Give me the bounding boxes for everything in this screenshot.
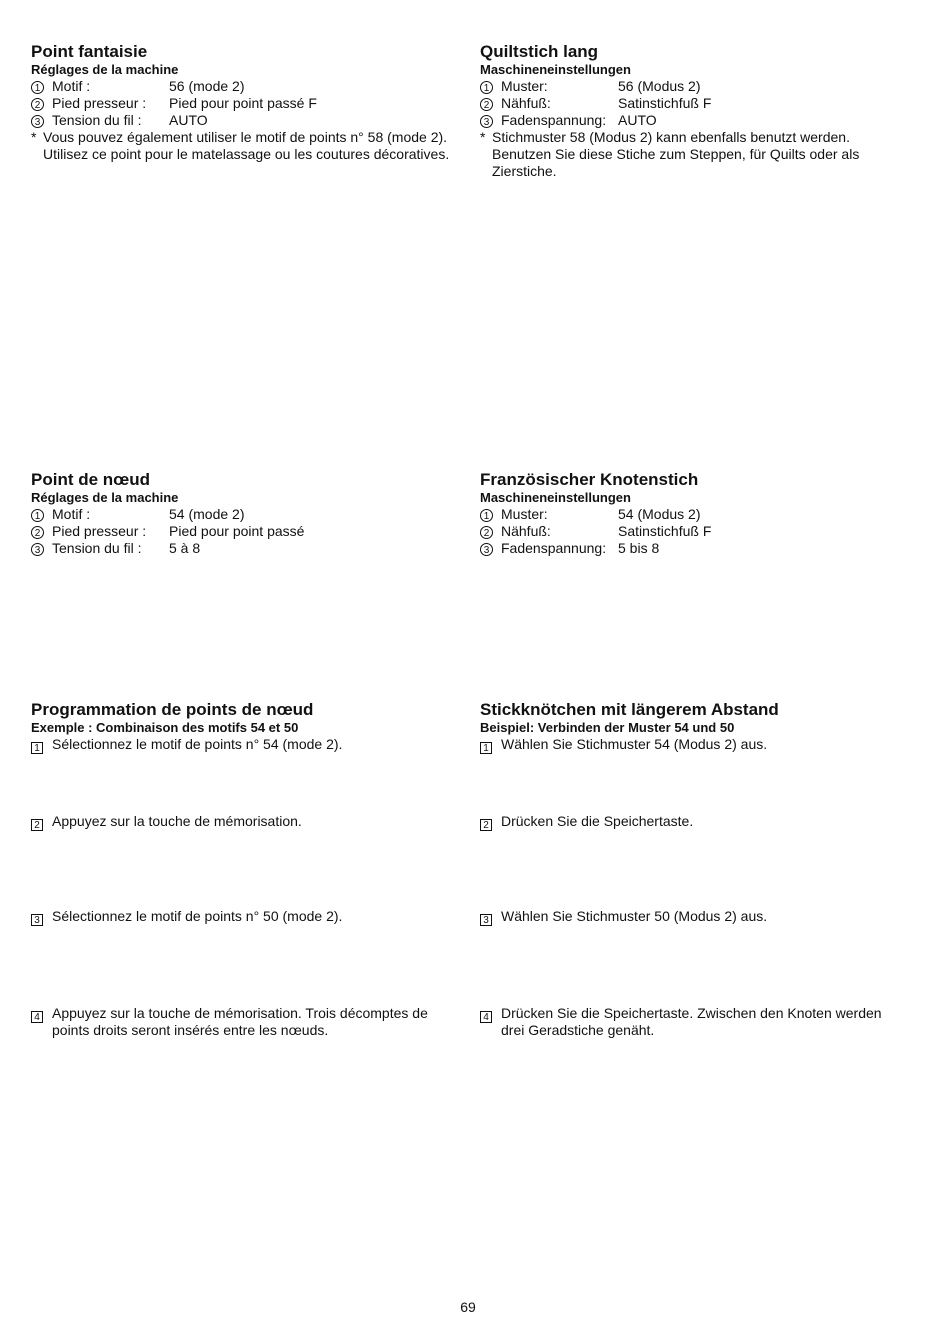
setting-label: Fadenspannung: bbox=[501, 112, 607, 128]
note-marker: * bbox=[31, 129, 37, 145]
section-title: Point fantaisie bbox=[31, 42, 148, 61]
setting-value: 56 (Modus 2) bbox=[618, 78, 701, 94]
step-number-3: 3 bbox=[31, 115, 44, 128]
setting-value: AUTO bbox=[618, 112, 657, 128]
step-text: Wählen Sie Stichmuster 50 (Modus 2) aus. bbox=[501, 908, 768, 924]
step-number-2: 2 bbox=[480, 98, 493, 111]
section-subtitle: Réglages de la machine bbox=[31, 62, 179, 77]
section-title: Programmation de points de nœud bbox=[31, 700, 314, 719]
setting-value: Pied pour point passé F bbox=[169, 95, 317, 111]
step-item bbox=[480, 1005, 900, 1039]
step-number-box: 1 bbox=[31, 742, 43, 754]
step-number-3: 3 bbox=[31, 543, 44, 556]
setting-label: Tension du fil : bbox=[52, 112, 142, 128]
step-item bbox=[480, 736, 900, 755]
note-marker: * bbox=[480, 129, 486, 145]
setting-label: Pied presseur : bbox=[52, 95, 147, 111]
note-text: Stichmuster 58 (Modus 2) kann ebenfalls benutzt werden. Benutzen Sie diese Stiche zum Steppen, für Quilts oder als Zierstiche. bbox=[492, 129, 860, 179]
setting-row bbox=[480, 506, 900, 523]
section-title: Stickknötchen mit längerem Abstand bbox=[480, 700, 779, 719]
step-number-box: 4 bbox=[31, 1011, 43, 1023]
step-number-box: 1 bbox=[480, 742, 492, 754]
setting-label: Motif : bbox=[52, 506, 91, 522]
section-subtitle: Maschineneinstellungen bbox=[480, 490, 631, 505]
step-number-1: 1 bbox=[31, 81, 44, 94]
step-number-box: 2 bbox=[31, 819, 43, 831]
step-text: Appuyez sur la touche de mémorisation. bbox=[52, 813, 302, 829]
setting-value: 54 (mode 2) bbox=[169, 506, 245, 522]
step-number-2: 2 bbox=[480, 526, 493, 539]
note bbox=[31, 129, 461, 163]
step-number-1: 1 bbox=[31, 509, 44, 522]
setting-row bbox=[31, 540, 461, 557]
step-number-box: 4 bbox=[480, 1011, 492, 1023]
setting-label: Motif : bbox=[52, 78, 91, 94]
step-number-box: 3 bbox=[480, 914, 492, 926]
step-text: Sélectionnez le motif de points n° 50 (mode 2). bbox=[52, 908, 343, 924]
setting-row bbox=[31, 523, 461, 540]
section-title: Französischer Knotenstich bbox=[480, 470, 699, 489]
setting-label: Nähfuß: bbox=[501, 95, 551, 111]
section-programmation-points-de-noeud bbox=[31, 700, 461, 736]
setting-label: Pied presseur : bbox=[52, 523, 147, 539]
setting-row bbox=[480, 523, 900, 540]
setting-label: Muster: bbox=[501, 78, 548, 94]
step-number-box: 3 bbox=[31, 914, 43, 926]
step-text: Appuyez sur la touche de mémorisation. Trois décomptes de points droits seront insérés entre les nœuds. bbox=[52, 1005, 428, 1038]
step-number-1: 1 bbox=[480, 509, 493, 522]
setting-value: Satinstichfuß F bbox=[618, 523, 712, 539]
setting-value: 5 bis 8 bbox=[618, 540, 660, 556]
setting-value: 5 à 8 bbox=[169, 540, 201, 556]
page-number: 69 bbox=[460, 1299, 476, 1315]
section-title: Quiltstich lang bbox=[480, 42, 599, 61]
setting-value: AUTO bbox=[169, 112, 208, 128]
setting-value: Satinstichfuß F bbox=[618, 95, 712, 111]
step-number-box: 2 bbox=[480, 819, 492, 831]
note-text: Vous pouvez également utiliser le motif de points n° 58 (mode 2). Utilisez ce point pour le matelassage ou les coutures décoratives. bbox=[43, 129, 450, 162]
step-item bbox=[480, 908, 900, 927]
setting-row bbox=[480, 95, 900, 112]
section-title: Point de nœud bbox=[31, 470, 150, 489]
step-item bbox=[31, 813, 461, 832]
setting-label: Nähfuß: bbox=[501, 523, 551, 539]
step-text: Wählen Sie Stichmuster 54 (Modus 2) aus. bbox=[501, 736, 768, 752]
step-number-2: 2 bbox=[31, 98, 44, 111]
step-number-2: 2 bbox=[31, 526, 44, 539]
setting-label: Tension du fil : bbox=[52, 540, 142, 556]
setting-row bbox=[31, 506, 461, 523]
section-subtitle: Exemple : Combinaison des motifs 54 et 50 bbox=[31, 720, 299, 735]
step-number-3: 3 bbox=[480, 115, 493, 128]
setting-row bbox=[480, 112, 900, 129]
setting-value: 54 (Modus 2) bbox=[618, 506, 701, 522]
note bbox=[480, 129, 900, 180]
section-subtitle: Maschineneinstellungen bbox=[480, 62, 631, 77]
section-subtitle: Beispiel: Verbinden der Muster 54 und 50 bbox=[480, 720, 735, 735]
step-number-3: 3 bbox=[480, 543, 493, 556]
setting-row bbox=[31, 112, 461, 129]
step-item bbox=[31, 736, 461, 755]
section-point-fantaisie bbox=[31, 42, 461, 163]
section-franzoesischer-knotenstich bbox=[480, 470, 900, 557]
setting-row bbox=[480, 78, 900, 95]
step-item bbox=[480, 813, 900, 832]
step-item bbox=[31, 908, 461, 927]
setting-label: Muster: bbox=[501, 506, 548, 522]
setting-value: Pied pour point passé bbox=[169, 523, 305, 539]
setting-row bbox=[31, 78, 461, 95]
step-text: Sélectionnez le motif de points n° 54 (mode 2). bbox=[52, 736, 343, 752]
step-number-1: 1 bbox=[480, 81, 493, 94]
section-point-de-noeud bbox=[31, 470, 461, 557]
setting-row bbox=[480, 540, 900, 557]
setting-row bbox=[31, 95, 461, 112]
step-text: Drücken Sie die Speichertaste. Zwischen den Knoten werden drei Geradstiche genäht. bbox=[501, 1005, 882, 1038]
section-stickknoetchen bbox=[480, 700, 900, 736]
setting-label: Fadenspannung: bbox=[501, 540, 607, 556]
section-subtitle: Réglages de la machine bbox=[31, 490, 179, 505]
setting-value: 56 (mode 2) bbox=[169, 78, 245, 94]
step-text: Drücken Sie die Speichertaste. bbox=[501, 813, 694, 829]
step-item bbox=[31, 1005, 461, 1039]
section-quiltstich-lang bbox=[480, 42, 900, 180]
